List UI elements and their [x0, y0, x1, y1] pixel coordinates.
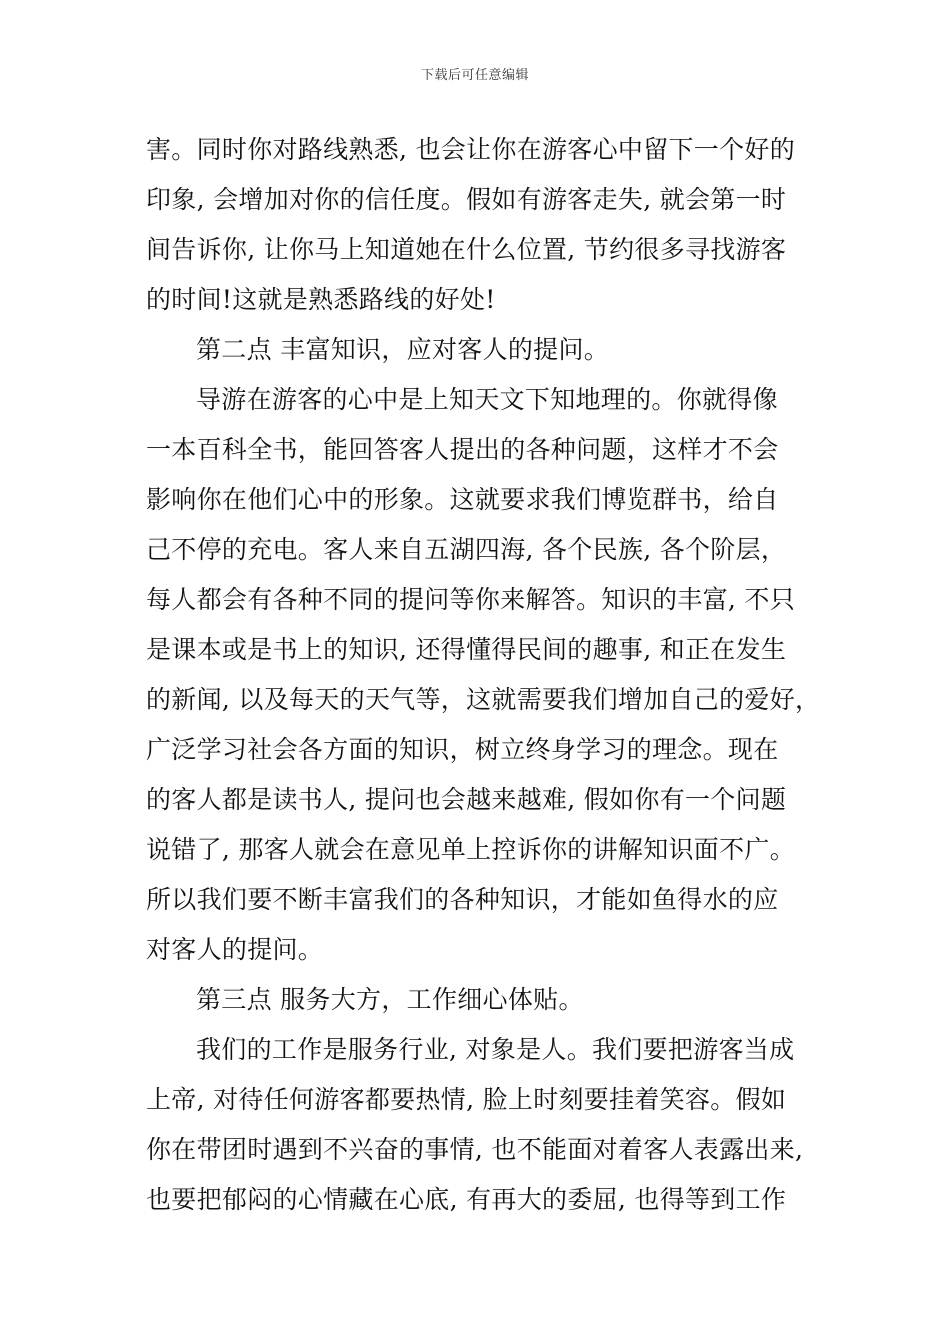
text-line: 广泛学习社会各方面的知识，树立终身学习的理念。现在 — [146, 735, 779, 764]
text-line: 你在带团时遇到不兴奋的事情, 也不能面对着客人表露出来, — [146, 1135, 804, 1164]
text-line: 导游在游客的心中是上知天文下知地理的。你就得像 — [196, 385, 778, 414]
text-line: 害。同时你对路线熟悉, 也会让你在游客心中留下一个好的 — [146, 135, 795, 164]
text-line: 一本百科全书，能回答客人提出的各种问题，这样才不会 — [146, 435, 779, 464]
text-line: 的客人都是读书人, 提问也会越来越难, 假如你有一个问题 — [146, 785, 787, 814]
text-line: 每人都会有各种不同的提问等你来解答。知识的丰富, 不只 — [146, 585, 795, 614]
text-line: 影响你在他们心中的形象。这就要求我们博览群书，给自 — [146, 485, 779, 514]
text-line: 所以我们要不断丰富我们的各种知识，才能如鱼得水的应 — [146, 885, 779, 914]
text-line: 己不停的充电。客人来自五湖四海, 各个民族, 各个阶层， — [146, 535, 787, 564]
text-line: 我们的工作是服务行业, 对象是人。我们要把游客当成 — [196, 1035, 795, 1064]
section-heading: 第二点 丰富知识，应对客人的提问。 — [196, 335, 610, 364]
text-line: 的时间!这就是熟悉路线的好处! — [146, 285, 496, 314]
text-line: 对客人的提问。 — [146, 935, 324, 964]
text-line: 的新闻, 以及每天的天气等，这就需要我们增加自己的爱好， — [146, 685, 821, 714]
text-line: 说错了, 那客人就会在意见单上控诉你的讲解知识面不广。 — [146, 835, 795, 864]
text-line: 也要把郁闷的心情藏在心底, 有再大的委屈, 也得等到工作 — [146, 1185, 787, 1214]
page-header: 下载后可任意编辑 — [420, 68, 529, 83]
text-line: 间告诉你, 让你马上知道她在什么位置, 节约很多寻找游客 — [146, 235, 787, 264]
section-heading: 第三点 服务大方，工作细心体贴。 — [196, 985, 584, 1014]
text-line: 上帝, 对待任何游客都要热情, 脸上时刻要挂着笑容。假如 — [146, 1085, 787, 1114]
text-line: 是课本或是书上的知识, 还得懂得民间的趣事, 和正在发生 — [146, 635, 787, 664]
text-line: 印象, 会增加对你的信任度。假如有游客走失, 就会第一时 — [146, 185, 787, 214]
